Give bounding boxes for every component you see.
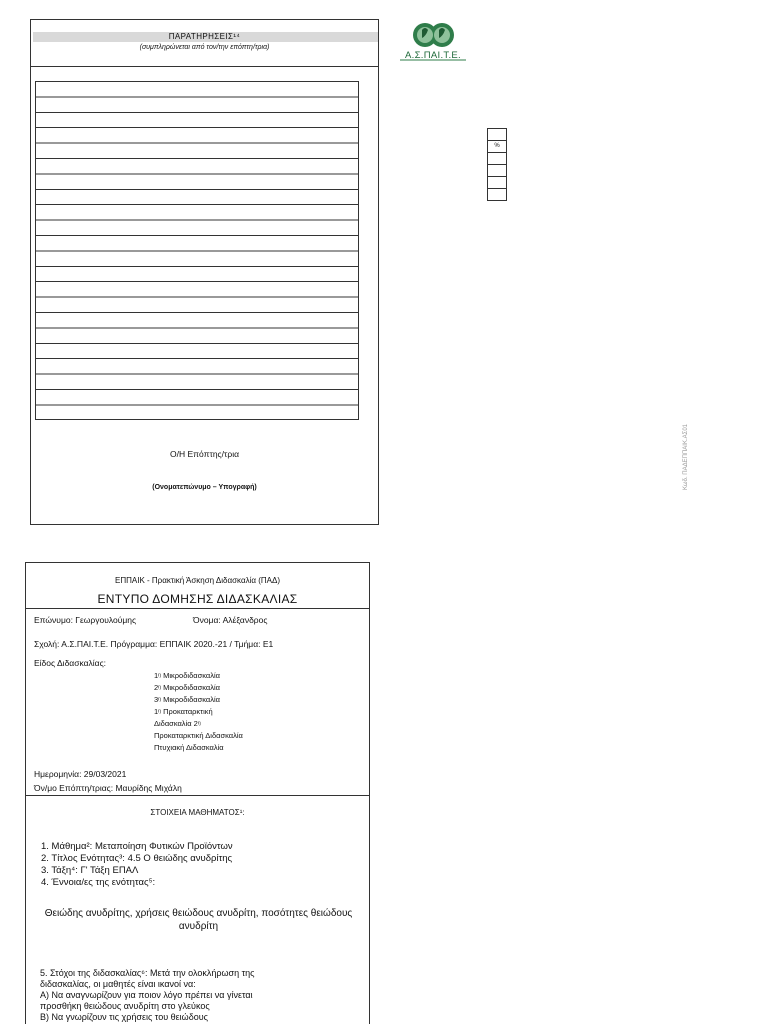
lesson-type-label: Είδος Διδασκαλίας: xyxy=(34,658,107,668)
observations-box xyxy=(30,19,379,525)
lesson-type-item: Διδασκαλία 2ᵑ xyxy=(154,719,201,728)
form-divider xyxy=(26,795,369,796)
goals-line: 5. Στόχοι της διδασκαλίας⁶: Μετά την ολοκλήρωση της xyxy=(40,968,255,978)
concepts-text: Θειώδης ανυδρίτης, χρήσεις θειώδους ανυδρίτη, ποσότητες θειώδους ανυδρίτη xyxy=(44,908,353,932)
goals-line: προσθήκη θειώδους ανυδρίτη στο γλεύκος xyxy=(40,1001,210,1011)
supervisor-label: Ο/Η Επόπτης/τρια xyxy=(169,449,240,459)
goals-line: Α) Να αναγνωρίζουν για ποιον λόγο πρέπει να γίνεται xyxy=(40,990,253,1000)
date-field: Ημερομηνία: 29/03/2021 xyxy=(34,769,127,779)
percentage-table xyxy=(487,128,507,201)
lesson-type-item: 3ᵑ Μικροδιδασκαλία xyxy=(154,695,220,704)
lesson-type-item: 2ᵑ Μικροδιδασκαλία xyxy=(154,683,220,692)
surname-field: Επώνυμο: Γεωργουλούμης xyxy=(34,615,137,625)
signature-note: (Ονοματεπώνυμο – Υπογραφή) xyxy=(152,484,257,491)
observations-subtitle: (συμπληρώνεται από τον/την επόπτη/τρια) xyxy=(139,44,270,51)
observations-divider xyxy=(31,66,378,67)
observations-title: ΠΑΡΑΤΗΡΗΣΕΙΣ¹⁴ xyxy=(168,32,241,41)
logo-text: Α.Σ.ΠΑΙ.Τ.Ε. xyxy=(405,50,461,61)
lesson-type-item: Προκαταρκτική Διδασκαλία xyxy=(154,731,243,740)
table-cell xyxy=(488,177,506,189)
goals-line: Β) Να γνωρίζουν τις χρήσεις του θειώδους xyxy=(40,1012,208,1022)
table-cell xyxy=(488,153,506,165)
form-divider xyxy=(26,608,369,609)
list-item-class: 3. Τάξη⁴: Γ' Τάξη ΕΠΑΛ xyxy=(41,865,139,876)
goals-line: διδασκαλίας, οι μαθητές είναι ικανοί να: xyxy=(40,979,196,989)
table-cell xyxy=(488,189,506,200)
table-cell-percent: % xyxy=(488,141,506,153)
table-cell xyxy=(488,129,506,141)
lesson-type-item: 1ᵑ Προκαταρκτική xyxy=(154,707,213,716)
list-item-concepts: 4. Έννοια/ες της ενότητας⁵: xyxy=(41,877,156,888)
lesson-type-item: 1ᵑ Μικροδιδασκαλία xyxy=(154,671,220,680)
observations-writing-lines xyxy=(35,81,359,420)
firstname-field: Όνομα: Αλέξανδρος xyxy=(193,615,268,625)
list-item-subject: 1. Μάθημα²: Μεταποίηση Φυτικών Προϊόντων xyxy=(41,841,233,852)
list-item-unit-title: 2. Τίτλος Ενότητας³: 4.5 Ο θειώδης ανυδρίτης xyxy=(41,853,233,864)
margin-code: Κωδ. ΠΑΔΕΠΠΑΙΚ.ΑΣ01 xyxy=(683,423,689,490)
school-field: Σχολή: Α.Σ.ΠΑΙ.Τ.Ε. Πρόγραμμα: ΕΠΠΑΙΚ 2020.-21 / Τμήμα: Ε1 xyxy=(34,639,274,649)
table-cell xyxy=(488,165,506,177)
section-title: ΣΤΟΙΧΕΙΑ ΜΑΘΗΜΑΤΟΣ¹: xyxy=(150,808,245,817)
form-header-program: ΕΠΠΑΙΚ - Πρακτική Άσκηση Διδασκαλία (ΠΑΔ) xyxy=(115,576,280,585)
form-title: ΕΝΤΥΠΟ ΔΟΜΗΣΗΣ ΔΙΔΑΣΚΑΛΙΑΣ xyxy=(97,592,298,606)
lesson-type-item: Πτυχιακή Διδασκαλία xyxy=(154,743,224,752)
lesson-form xyxy=(25,562,370,1024)
supervisor-field: Όν/μο Επόπτη/τριας: Μαυρίδης Μιχάλη xyxy=(34,783,182,793)
